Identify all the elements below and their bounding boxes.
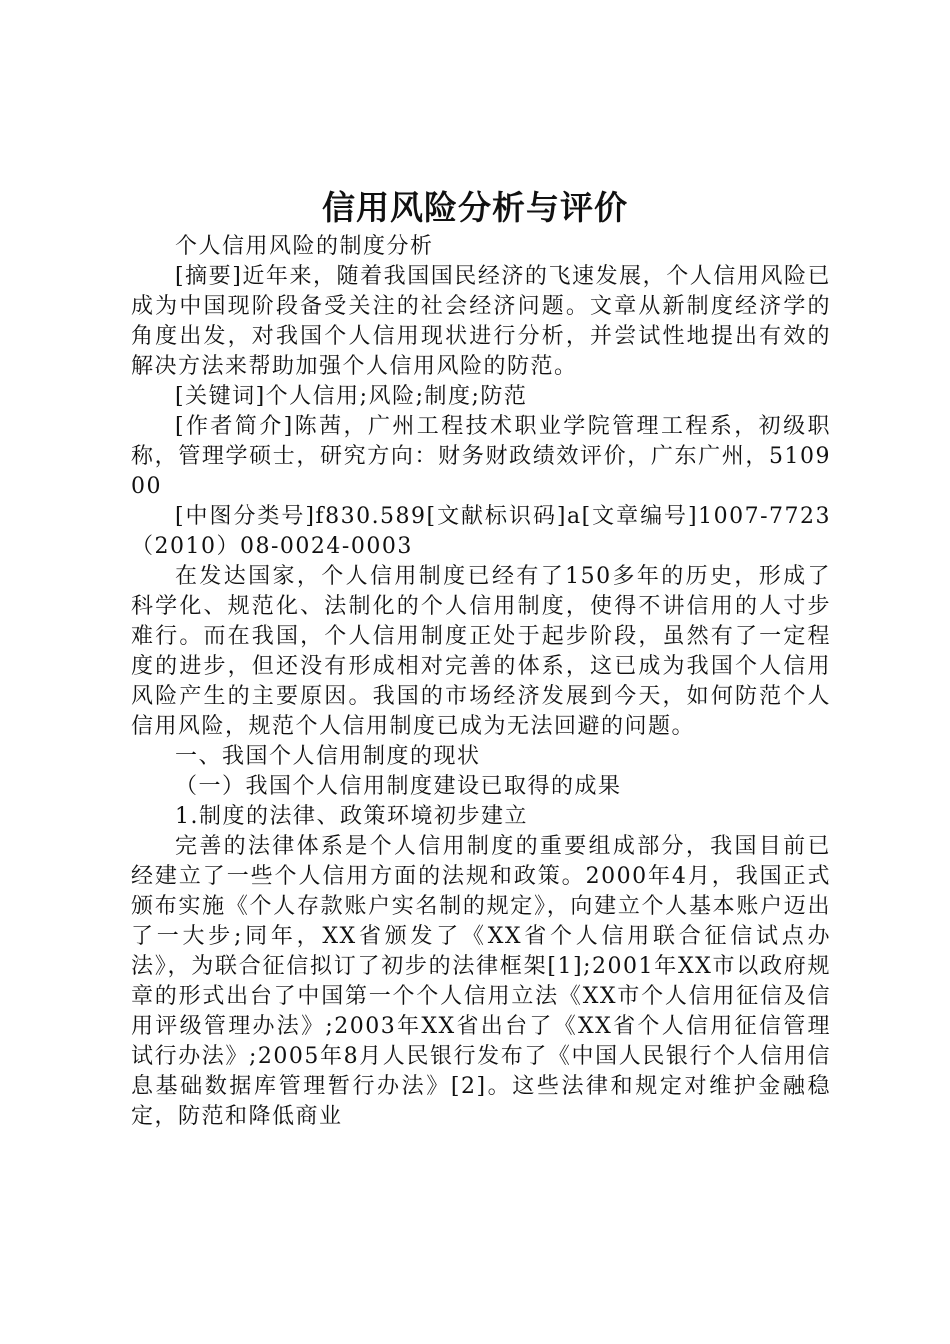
document-body <box>131 232 831 1132</box>
keywords-paragraph: [关键词]个人信用;风险;制度;防范 <box>175 384 528 409</box>
section-heading: 一、我国个人信用制度的现状 <box>175 744 481 769</box>
author-paragraph: [作者简介]陈茜，广州工程技术职业学院管理工程系，初级职称，管理学硕士，研究方向：财务财政绩效评价，广东广州，510900 <box>131 414 831 499</box>
body-paragraph: 完善的法律体系是个人信用制度的重要组成部分，我国目前已经建立了一些个人信用方面的法规和政策。2000年4月，我国正式颁布实施《个人存款账户实名制的规定》，向建立个人基本账户迈出了一大步;同年，XX省颁发了《XX省个人信用联合征信试点办法》，为联合征信拟订了初步的法律框架[1];2001年XX市以政府规章的形式出台了中国第一个个人信用立法《XX市个人信用征信及信用评级管理办法》;2003年XX省出台了《XX省个人信用征信管理试行办法》;2005年8月人民银行发布了《中国人民银行个人信用信息基础数据库管理暂行办法》[2]。这些法律和规定对维护金融稳定，防范和降低商业 <box>131 834 831 1129</box>
subsection-heading: （一）我国个人信用制度建设已取得的成果 <box>175 774 622 799</box>
classification-paragraph: [中图分类号]f830.589[文献标识码]a[文章编号]1007-7723（2010）08-0024-0003 <box>131 504 831 559</box>
item-heading: 1.制度的法律、政策环境初步建立 <box>175 804 528 829</box>
intro-paragraph: 在发达国家，个人信用制度已经有了150多年的历史，形成了科学化、规范化、法制化的个人信用制度，使得不讲信用的人寸步难行。而在我国，个人信用制度正处于起步阶段，虽然有了一定程度的进步，但还没有形成相对完善的体系，这已成为我国个人信用风险产生的主要原因。我国的市场经济发展到今天，如何防范个人信用风险，规范个人信用制度已成为无法回避的问题。 <box>131 564 831 739</box>
document-title: 信用风险分析与评价 <box>322 188 628 227</box>
section-subtitle: 个人信用风险的制度分析 <box>175 234 434 259</box>
abstract-paragraph: [摘要]近年来，随着我国国民经济的飞速发展，个人信用风险已成为中国现阶段备受关注的社会经济问题。文章从新制度经济学的角度出发，对我国个人信用现状进行分析，并尝试性地提出有效的解决方法来帮助加强个人信用风险的防范。 <box>131 264 831 379</box>
